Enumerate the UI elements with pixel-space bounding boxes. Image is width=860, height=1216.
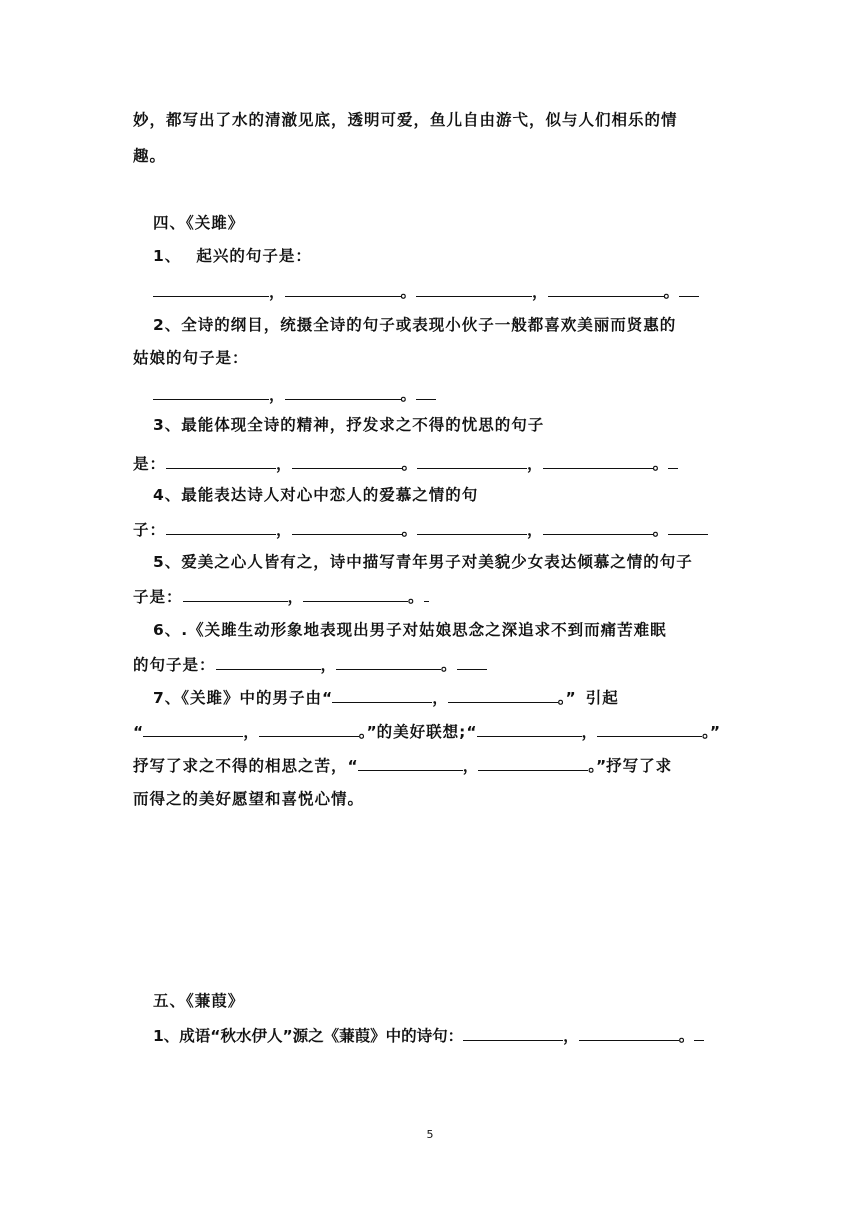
intro-line-1: 妙，都写出了水的清澈见底，透明可爱，鱼儿自由游弋，似与人们相乐的情 <box>133 111 678 129</box>
close-quote: ” <box>595 757 607 775</box>
comma: ， <box>269 386 285 404</box>
close-quote: ” <box>565 689 576 707</box>
comma: ， <box>563 1027 579 1045</box>
open-quote: “ <box>466 723 477 741</box>
q4-answer-row <box>133 518 708 541</box>
comma: ， <box>527 455 543 473</box>
q6-line-1: 6、.《关雎生动形象地表现出男子对姑娘思念之深追求不到而痛苦难眠 <box>153 621 667 639</box>
answer-blank[interactable] <box>292 452 402 469</box>
answer-blank[interactable] <box>166 452 276 469</box>
q4-line-1: 4、最能表达诗人对心中恋人的爱慕之情的句 <box>153 486 479 504</box>
comma: ， <box>462 757 479 775</box>
intro-line-2: 趣。 <box>133 147 167 165</box>
period: 。 <box>401 455 418 473</box>
q4-line-2: 子： <box>133 521 167 539</box>
comma: ， <box>276 455 292 473</box>
answer-blank[interactable] <box>548 280 664 297</box>
answer-blank[interactable] <box>448 686 558 703</box>
q6-line-2: 的句子是： <box>133 656 216 674</box>
answer-blank[interactable] <box>597 720 702 737</box>
q3-line-2: 是： <box>133 455 167 473</box>
answer-blank[interactable] <box>292 518 402 535</box>
answer-blank[interactable] <box>143 720 243 737</box>
answer-blank[interactable] <box>543 452 653 469</box>
comma: ， <box>532 283 548 301</box>
q7-shuxie1: 抒写了求之不得的相思之苦， <box>133 757 348 775</box>
answer-blank[interactable] <box>417 518 527 535</box>
answer-blank[interactable] <box>285 383 401 400</box>
answer-blank[interactable] <box>579 1024 679 1041</box>
comma: ， <box>432 689 448 707</box>
period: 。 <box>588 757 596 775</box>
q5-line-2: 子是： <box>133 588 183 606</box>
q5-answer-row <box>133 585 429 608</box>
q7-line-1 <box>153 686 619 709</box>
q5-line-1: 5、爱美之心人皆有之，诗中描写青年男子对美貌少女表达倾慕之情的句子 <box>153 553 693 571</box>
close-quote: ” <box>709 723 721 741</box>
answer-blank[interactable] <box>183 585 288 602</box>
period: 。 <box>702 723 710 741</box>
q6-answer-row <box>133 653 487 676</box>
answer-blank[interactable] <box>259 720 359 737</box>
section-5-title: 五、《蒹葭》 <box>153 992 245 1010</box>
open-quote: “ <box>347 757 358 775</box>
period: 。 <box>652 455 669 473</box>
answer-blank[interactable] <box>332 686 432 703</box>
comma: ， <box>243 723 259 741</box>
answer-blank[interactable] <box>153 280 269 297</box>
q3-answer-row <box>133 452 678 475</box>
q7-line-4: 而得之的美好愿望和喜悦心情。 <box>133 790 365 808</box>
comma: ， <box>276 521 292 539</box>
page-number: 5 <box>426 1128 434 1141</box>
answer-blank[interactable] <box>543 518 653 535</box>
q7-shuxie2: 抒写了求 <box>606 757 673 775</box>
q7-line-3 <box>133 754 672 777</box>
s5-q1-row <box>153 1024 704 1047</box>
s5-q1-label: 1、成语“秋水伊人”源之《蒹葭》中的诗句： <box>153 1027 464 1045</box>
answer-blank[interactable] <box>416 280 532 297</box>
q3-line-1: 3、最能体现全诗的精神，抒发求之不得的忧思的句子 <box>153 416 545 434</box>
period: 。 <box>652 521 669 539</box>
q2-answer-row <box>153 383 436 406</box>
answer-blank[interactable] <box>463 1024 563 1041</box>
period: 。 <box>678 1027 695 1045</box>
period: 。 <box>408 588 424 606</box>
answer-blank[interactable] <box>303 585 408 602</box>
answer-blank[interactable] <box>417 452 527 469</box>
section-4-title: 四、《关雎》 <box>153 214 245 232</box>
answer-blank[interactable] <box>166 518 276 535</box>
q2-line-2: 姑娘的句子是： <box>133 349 249 367</box>
close-quote: ” <box>366 723 377 741</box>
comma: ， <box>269 283 285 301</box>
comma: ， <box>581 723 598 741</box>
period: 。 <box>401 521 418 539</box>
comma: ， <box>527 521 543 539</box>
answer-blank[interactable] <box>477 720 582 737</box>
period: 。 <box>557 689 566 707</box>
period: 。 <box>400 283 417 301</box>
q7-prefix: 7、《关雎》中的男子由 <box>153 689 323 707</box>
answer-blank[interactable] <box>285 280 401 297</box>
answer-blank[interactable] <box>336 653 441 670</box>
open-quote: “ <box>322 689 333 707</box>
answer-blank[interactable] <box>153 383 269 400</box>
answer-blank[interactable] <box>478 754 588 771</box>
q1-answer-row <box>153 280 699 303</box>
q7-line-2 <box>133 720 720 743</box>
q1-label: 1、 起兴的句子是： <box>153 247 312 265</box>
period: 。 <box>663 283 680 301</box>
q2-line-1: 2、全诗的纲目，统摄全诗的句子或表现小伙子一般都喜欢美丽而贤惠的 <box>153 316 677 334</box>
q7-yinqi: 引起 <box>585 689 619 707</box>
period: 。 <box>441 656 457 674</box>
period: 。 <box>358 723 367 741</box>
comma: ， <box>320 656 337 674</box>
comma: ， <box>287 588 304 606</box>
answer-blank[interactable] <box>358 754 463 771</box>
q7-meihao: 的美好联想; <box>376 723 467 741</box>
open-quote: “ <box>133 723 144 741</box>
period: 。 <box>400 386 417 404</box>
answer-blank[interactable] <box>216 653 321 670</box>
